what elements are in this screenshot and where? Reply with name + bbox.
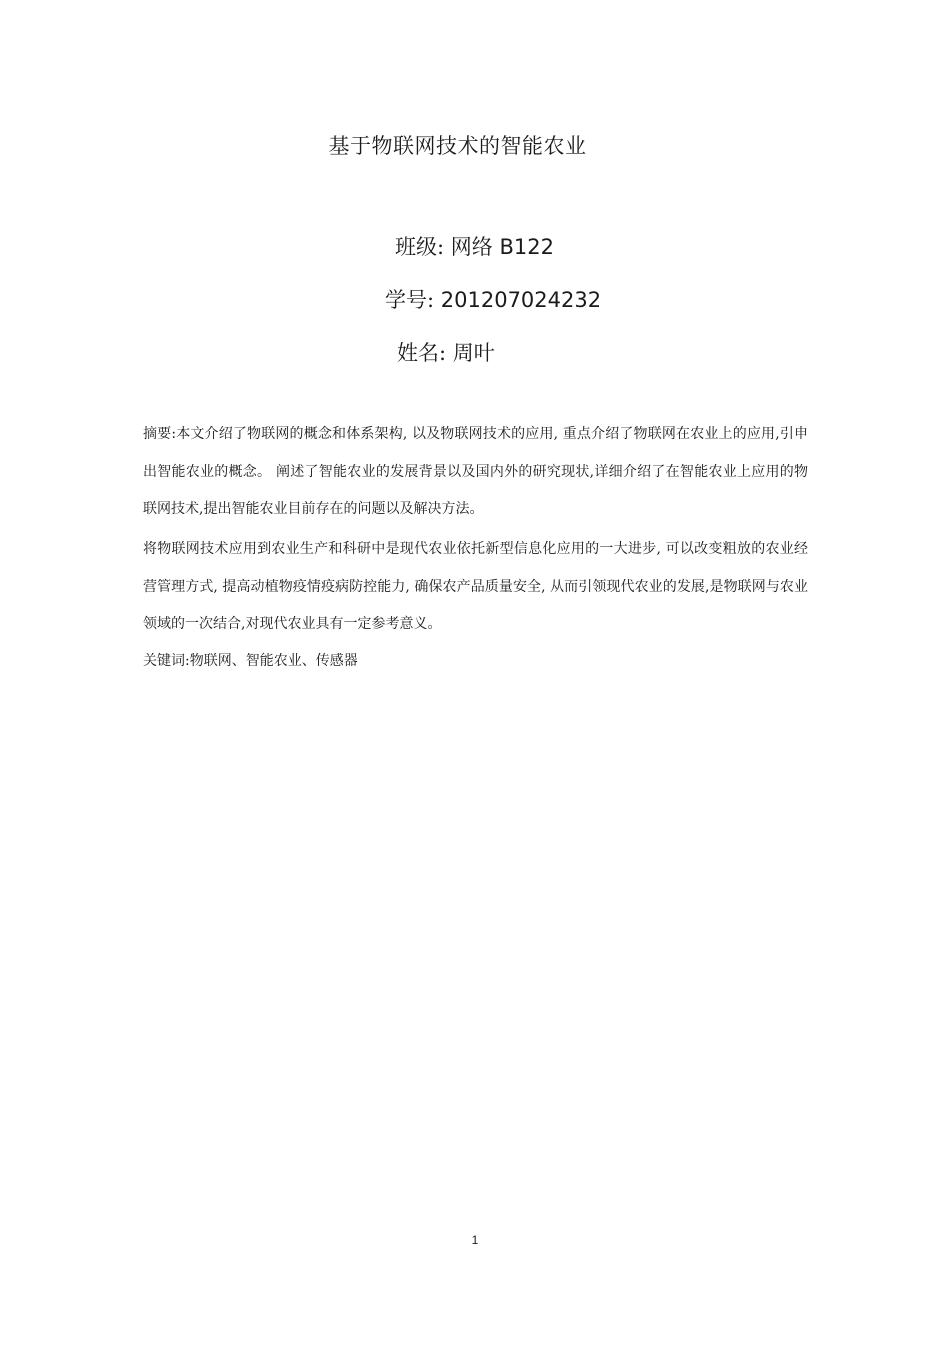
class-value: 网络 B122 — [450, 235, 554, 259]
document-title: 基于物联网技术的智能农业 — [328, 134, 587, 158]
student-id-label: 学号: — [385, 288, 435, 312]
abstract-paragraph: 摘要:本文介绍了物联网的概念和体系架构, 以及物联网技术的应用, 重点介绍了物联网在农业上的应用,引申出智能农业的概念。 阐述了智能农业的发展背景以及国内外的研究现状,详细介绍了在智能农业上应用的物联网技术,提出智能农业目前存在的问题以及解决方法。 — [143, 426, 808, 517]
class-line — [395, 231, 554, 261]
student-id-value: 201207024232 — [440, 288, 602, 312]
name-line — [397, 337, 495, 367]
name-value: 周叶 — [452, 341, 495, 365]
keywords-line: 关键词:物联网、智能农业、传感器 — [143, 653, 358, 669]
name-label: 姓名: — [397, 341, 447, 365]
body-paragraph: 将物联网技术应用到农业生产和科研中是现代农业依托新型信息化应用的一大进步, 可以改变粗放的农业经营管理方式, 提高动植物疫情疫病防控能力, 确保农产品质量安全, 从而引领现代农业的发展,是物联网与农业领域的一次结合,对现代农业具有一定参考意义。 — [143, 541, 808, 632]
page-number: 1 — [471, 1233, 479, 1247]
student-id-line — [385, 284, 601, 314]
class-label: 班级: — [395, 235, 445, 259]
